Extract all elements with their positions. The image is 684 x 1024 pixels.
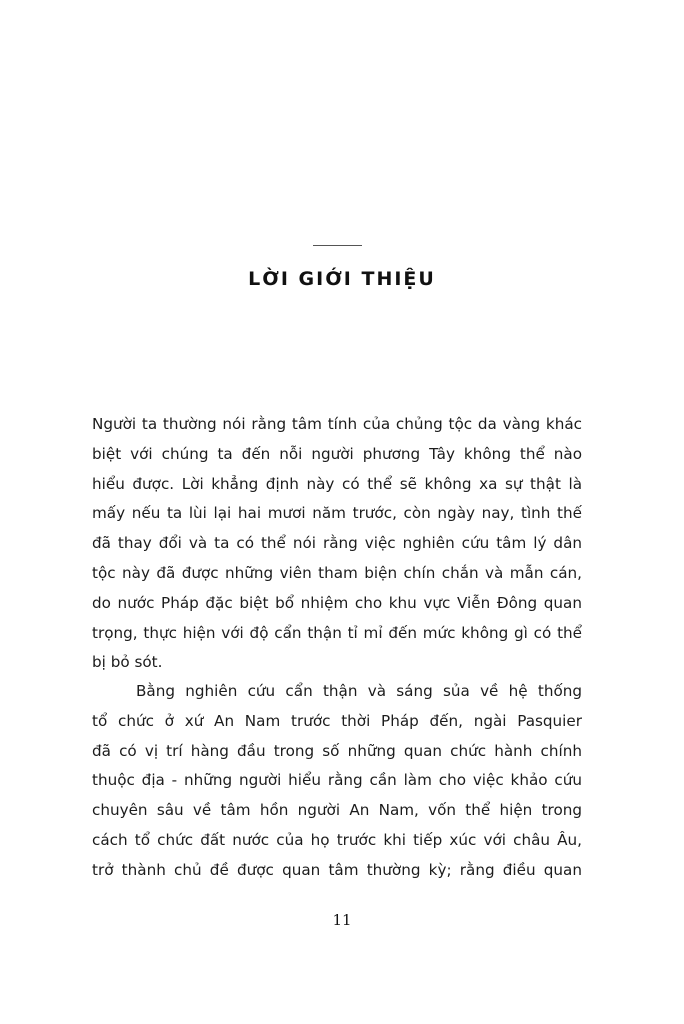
text-line: đã thay đổi và ta có thể nói rằng việc nghiên cứu tâm lý dân [92,534,582,553]
text-line: tộc này đã được những viên tham biện chín chắn và mẫn cán, [92,563,582,582]
text-line: trở thành chủ đề được quan tâm thường kỳ; rằng điều quan [92,860,582,879]
text-line: do nước Pháp đặc biệt bổ nhiệm cho khu vực Viễn Đông quan [92,593,582,612]
paragraph-1 [92,410,582,678]
text-line: bị bỏ sót. [92,653,163,672]
text-line: Bằng nghiên cứu cẩn thận và sáng sủa về hệ thống [136,682,582,700]
page-number: 11 [332,911,352,929]
text-line: thuộc địa - những người hiểu rằng cần làm cho việc khảo cứu [92,771,582,790]
text-line: cách tổ chức đất nước của họ trước khi tiếp xúc với châu Âu, [92,830,582,849]
text-line: đã có vị trí hàng đầu trong số những quan chức hành chính [92,741,582,760]
paragraph-2 [92,677,582,886]
text-line: mấy nếu ta lùi lại hai mươi năm trước, còn ngày nay, tình thế [92,504,582,523]
text-line: chuyên sâu về tâm hồn người An Nam, vốn thể hiện trong [92,801,582,820]
title-divider [313,245,362,246]
chapter-title: LỜI GIỚI THIỆU [248,268,436,290]
text-line: Người ta thường nói rằng tâm tính của chủng tộc da vàng khác [92,415,582,433]
text-line: biệt với chúng ta đến nỗi người phương Tây không thể nào [92,444,582,463]
text-line: trọng, thực hiện với độ cẩn thận tỉ mỉ đến mức không gì có thể [92,623,582,642]
text-line: tổ chức ở xứ An Nam trước thời Pháp đến, ngài Pasquier [92,711,582,730]
text-line: hiểu được. Lời khẳng định này có thể sẽ không xa sự thật là [92,474,582,493]
